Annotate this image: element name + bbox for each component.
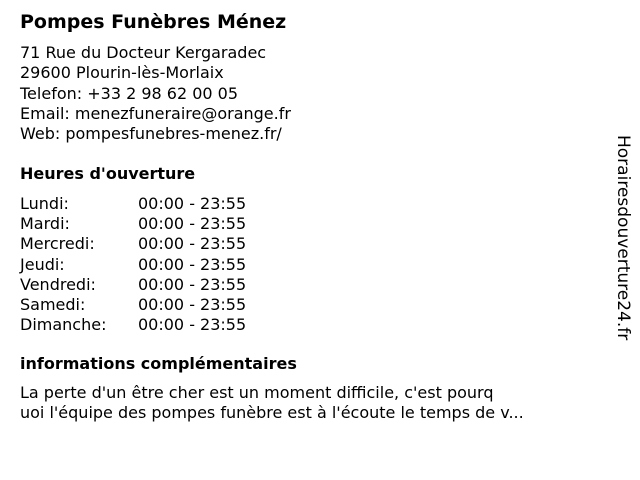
day-label: Vendredi: [20,274,96,294]
time-range: 00:00 - 23:55 [138,214,247,234]
day-label: Jeudi: [20,254,65,274]
watermark-text: Horairesdouverture24.fr [613,135,633,341]
website-address: Web: pompesfunebres-menez.fr/ [20,124,282,144]
address-city: 29600 Plourin-lès-Morlaix [20,63,224,83]
contact-block [20,43,291,144]
day-label: Samedi: [20,295,86,315]
time-range: 00:00 - 23:55 [138,295,247,315]
business-name: Pompes Funèbres Ménez [20,11,287,33]
time-range: 00:00 - 23:55 [138,194,247,213]
day-label: Dimanche: [20,315,107,335]
hours-row-saturday [20,295,246,315]
address-street: 71 Rue du Docteur Kergaradec [20,43,267,62]
time-range: 00:00 - 23:55 [138,254,247,274]
email-address: Email: menezfuneraire@orange.fr [20,103,291,123]
day-label: Lundi: [20,194,69,213]
hours-row-sunday [20,315,246,335]
phone-number: Telefon: +33 2 98 62 00 05 [20,83,239,103]
day-label: Mardi: [20,214,70,234]
time-range: 00:00 - 23:55 [138,274,247,294]
day-label: Mercredi: [20,234,95,254]
hours-row-monday [20,194,246,214]
hours-row-thursday [20,255,246,275]
time-range: 00:00 - 23:55 [138,234,247,254]
additional-info-text [20,383,580,424]
additional-info-heading: informations complémentaires [20,354,297,373]
opening-hours-table [20,194,246,335]
hours-row-tuesday [20,214,246,234]
hours-row-wednesday [20,234,246,254]
site-watermark [613,135,637,371]
description-line: uoi l'équipe des pompes funèbre est à l'écoute le temps de v... [20,403,524,423]
opening-hours-heading: Heures d'ouverture [20,164,196,183]
time-range: 00:00 - 23:55 [138,315,247,335]
hours-row-friday [20,275,246,295]
description-line: La perte d'un être cher est un moment difficile, c'est pourq [20,383,494,402]
